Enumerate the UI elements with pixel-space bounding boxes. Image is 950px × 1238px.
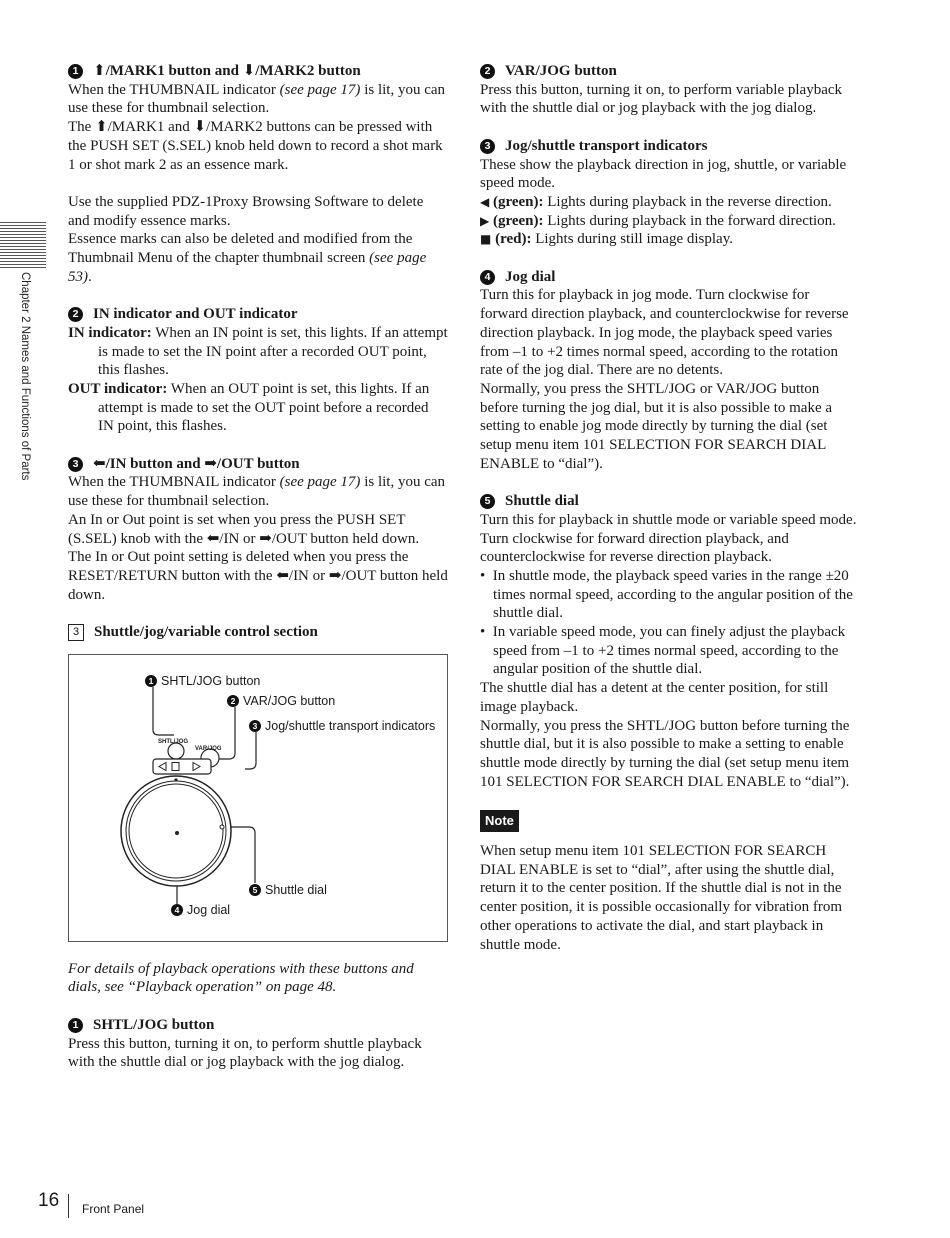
section-heading	[480, 62, 860, 81]
chapter-label: Chapter 2 Names and Functions of Parts	[19, 272, 31, 481]
reverse-arrow-icon: ◀	[480, 194, 490, 209]
page-reference: (see page 53)	[68, 250, 427, 285]
indicator-forward: ▶ (green): Lights during playback in the forward direction.	[480, 212, 836, 229]
number-badge: 2	[480, 64, 495, 79]
paragraph: When the THUMBNAIL indicator (see page 17) is lit, you can use these for thumbnail selection.	[68, 81, 446, 117]
callout-shtl-jog: 1 SHTL/JOG button	[145, 674, 260, 688]
boxed-number: 3	[68, 624, 84, 641]
callout-var-jog: 2 VAR/JOG button	[227, 694, 335, 708]
figure-caption: For details of playback operations with these buttons and dials, see “Playback operation” on page 48.	[68, 960, 414, 996]
section-heading	[68, 1016, 448, 1035]
note-text: When setup menu item 101 SELECTION FOR SEARCH DIAL ENABLE is set to “dial”, after using the shuttle dial, return it to the center position. If the shuttle dial is not in the center position, it is possible occasionally for vibration from other operations to activate the dial, and start playback in shuttle mode.	[480, 843, 843, 953]
paragraph: Press this button, turning it on, to perform variable playback with the shuttle dial or jog playback with the jog dialog.	[480, 81, 843, 117]
section-heading	[68, 455, 448, 474]
section-var-jog-button	[480, 62, 860, 118]
paragraph: When the THUMBNAIL indicator (see page 17) is lit, you can use these for thumbnail selection.	[68, 474, 446, 510]
section-title: Shuttle dial	[505, 493, 579, 510]
number-badge: 3	[68, 457, 83, 472]
shtl-jog-button-label: SHTL/JOG	[158, 738, 189, 745]
page-reference: (see page 17)	[279, 474, 361, 491]
section-in-out-indicator	[68, 305, 448, 436]
section-mark-buttons	[68, 62, 448, 286]
section-heading	[480, 492, 860, 511]
paragraph: Turn this for playback in jog mode. Turn clockwise for forward direction playback, and counterclockwise for reverse direction playback. In jog mode, the playback speed varies from –1 to +2 times normal speed, according to the rotation rate of the jog dial. There are no detents.	[480, 287, 849, 379]
section-title: SHTL/JOG button	[93, 1016, 215, 1033]
left-column	[68, 62, 448, 1091]
section-title: VAR/JOG button	[505, 63, 617, 79]
callout-shuttle-dial: 5 Shuttle dial	[249, 883, 327, 897]
callout-transport-indicators: 3 Jog/shuttle transport indicators	[249, 719, 435, 733]
number-badge: 4	[480, 270, 495, 285]
paragraph: These show the playback direction in jog, shuttle, or variable speed mode.	[480, 156, 847, 192]
page-number: 16	[38, 1190, 60, 1211]
indicator-reverse: ◀ (green): Lights during playback in the reverse direction.	[480, 193, 832, 210]
paragraph: The In or Out point setting is deleted when you press the RESET/RETURN button with the ⬅/IN or ➡/OUT button held down.	[68, 549, 448, 603]
definition-item: OUT indicator: When an OUT point is set, this lights. If an attempt is made to set the OUT point before a recorded IN point, this flashes.	[68, 380, 430, 435]
paragraph: The shuttle dial has a detent at the center position, for still image playback.	[480, 680, 829, 715]
section-shuttle-dial	[480, 492, 860, 791]
footer-section: Front Panel	[82, 1202, 145, 1216]
section-heading	[68, 305, 448, 324]
subsection-heading	[68, 623, 448, 642]
section-title: ⬅/IN button and ➡/OUT button	[93, 455, 300, 472]
section-shtl-jog-button	[68, 1016, 448, 1072]
indicator-still: ■ (red): Lights during still image display.	[480, 231, 733, 248]
paragraph: Use the supplied PDZ-1Proxy Browsing Software to delete and modify essence marks.	[68, 193, 424, 229]
chapter-tab-marker	[0, 222, 46, 268]
subsection-title: Shuttle/jog/variable control section	[94, 624, 318, 641]
forward-arrow-icon: ▶	[480, 213, 490, 228]
section-jog-dial	[480, 268, 860, 474]
note-block	[480, 810, 860, 954]
callout-jog-dial: 4 Jog dial	[171, 903, 230, 917]
section-heading	[480, 268, 860, 287]
footer-divider	[68, 1194, 69, 1218]
number-badge: 3	[480, 139, 495, 154]
control-section-figure	[68, 654, 448, 942]
paragraph: Normally, you press the SHTL/JOG button before turning the shuttle dial, but it is also possible to make a setting to enable shuttle mode directly by turning the dial (set setup menu item 101 SELECTION FOR SEARCH DIAL ENABLE to “dial”).	[480, 717, 850, 790]
number-badge: 1	[68, 64, 83, 79]
paragraph: Turn this for playback in shuttle mode or variable speed mode. Turn clockwise for forward direction playback, and counterclockwise for reverse direction playback.	[480, 511, 857, 566]
list-item: • In variable speed mode, you can finely adjust the playback speed from –1 to +2 times normal speed, according to the angular position of the shuttle dial.	[480, 624, 846, 678]
section-title: Jog dial	[505, 268, 556, 285]
page-reference: (see page 17)	[279, 81, 361, 98]
section-transport-indicators	[480, 137, 860, 249]
note-badge: Note	[480, 810, 519, 832]
section-heading	[480, 137, 860, 156]
var-jog-button-label: VAR/JOG	[195, 745, 222, 752]
definition-item: IN indicator: When an IN point is set, this lights. If an attempt is made to set the IN point after a recorded OUT point, this flashes.	[68, 324, 448, 379]
section-in-out-buttons	[68, 455, 448, 605]
number-badge: 2	[68, 307, 83, 322]
list-item: • In shuttle mode, the playback speed varies in the range ±20 times normal speed, according to the angular position of the shuttle dial.	[480, 567, 853, 622]
section-title: ⬆/MARK1 button and ⬇/MARK2 button	[93, 63, 361, 79]
number-badge: 5	[480, 494, 495, 509]
section-title: IN indicator and OUT indicator	[93, 306, 298, 323]
number-badge: 1	[68, 1018, 83, 1033]
paragraph: Essence marks can also be deleted and modified from the Thumbnail Menu of the chapter thumbnail screen (see page 53).	[68, 231, 427, 285]
paragraph: Press this button, turning it on, to perform shuttle playback with the shuttle dial or jog playback with the jog dialog.	[68, 1035, 422, 1071]
right-column	[480, 62, 860, 954]
paragraph: The ⬆/MARK1 and ⬇/MARK2 buttons can be pressed with the PUSH SET (S.SEL) knob held down to record a shot mark 1 or shot mark 2 as an essence mark.	[68, 119, 443, 173]
section-title: Jog/shuttle transport indicators	[505, 137, 708, 154]
section-heading	[68, 62, 448, 81]
stop-square-icon: ■	[480, 232, 492, 247]
paragraph: Normally, you press the SHTL/JOG or VAR/JOG button before turning the jog dial, but it is also possible to make a setting to enable jog mode directly by turning the dial (set setup menu item 101 SELECTION FOR SEARCH DIAL ENABLE to “dial”).	[480, 380, 833, 472]
paragraph: An In or Out point is set when you press the PUSH SET (S.SEL) knob with the ⬅/IN or ➡/OUT button held down.	[68, 511, 420, 547]
